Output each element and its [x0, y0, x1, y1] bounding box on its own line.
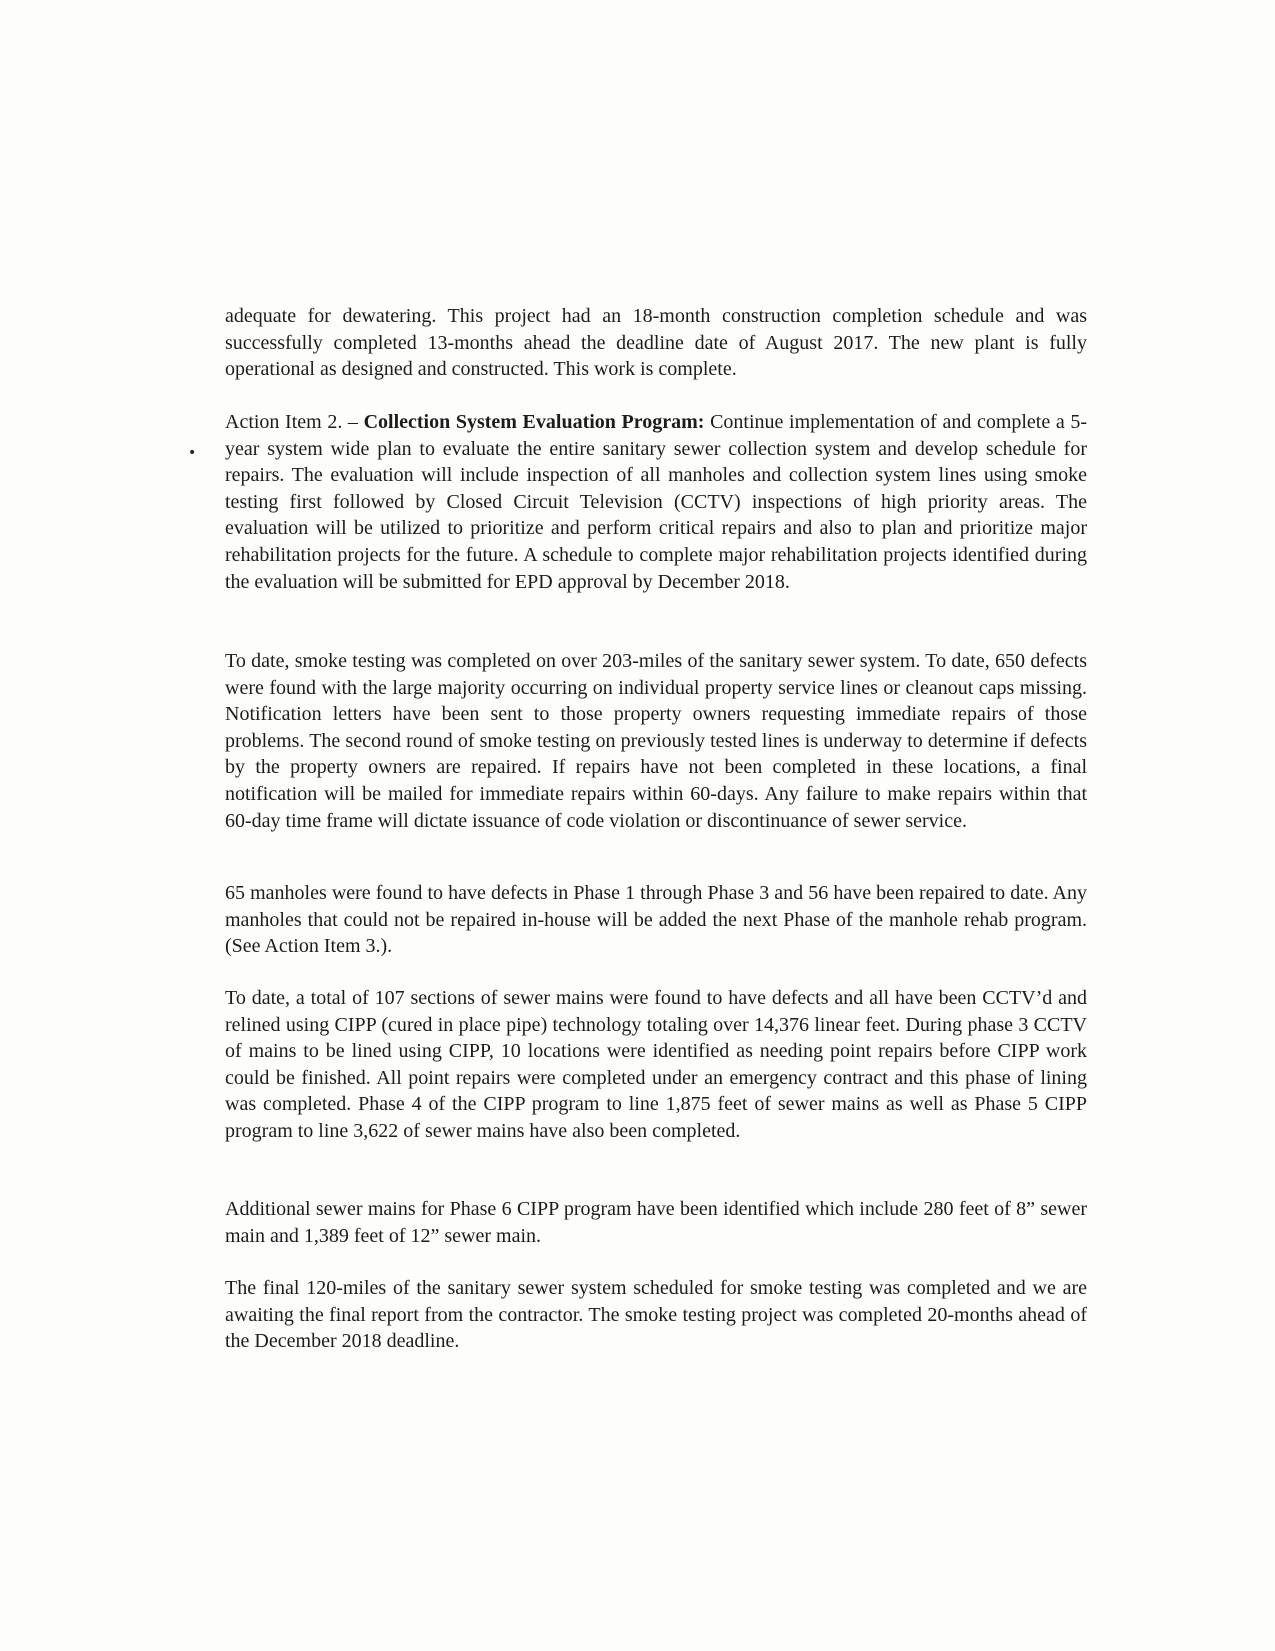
action-item-prefix: Action Item 2. – [225, 411, 364, 433]
bullet-icon: • [188, 445, 197, 461]
paragraph-smoke-testing-status: To date, smoke testing was completed on over 203-miles of the sanitary sewer system. To date, 650 defects were found with the large majority occurring on individual property service lines or cleanout caps missing. Notification letters have been sent to those property owners requesting immediate repairs of those problems. The second round of smoke testing on previously tested lines is underway to determine if defects by the property owners are repaired. If repairs have not been completed in these locations, a final notification will be mailed for immediate repairs within 60-days. Any failure to make repairs within that 60-day time frame will dictate issuance of code violation or discontinuance of sewer service. [225, 650, 1087, 832]
paragraph-dewatering-project: adequate for dewatering. This project had an 18-month construction completion schedule and was successfully completed 13-months ahead the deadline date of August 2017. The new plant is fully operational as designed and constructed. This work is complete. [225, 305, 1087, 381]
paragraph-action-item-2 [225, 409, 1087, 595]
action-item-body: Continue implementation of and complete a 5-year system wide plan to evaluate the entire sanitary sewer collection system and develop schedule for repairs. The evaluation will include inspection of all manholes and collection system lines using smoke testing first followed by Closed Circuit Television (CCTV) inspections of high priority areas. The evaluation will be utilized to prioritize and perform critical repairs and also to plan and prioritize major rehabilitation projects for the future. A schedule to complete major rehabilitation projects identified during the evaluation will be submitted for EPD approval by December 2018. [225, 411, 1088, 593]
paragraph-sewer-mains-cipp: To date, a total of 107 sections of sewer mains were found to have defects and all have been CCTV’d and relined using CIPP (cured in place pipe) technology totaling over 14,376 linear feet. During phase 3 CCTV of mains to be lined using CIPP, 10 locations were identified as needing point repairs before CIPP work could be finished. All point repairs were completed under an emergency contract and this phase of lining was completed. Phase 4 of the CIPP program to line 1,875 feet of sewer mains as well as Phase 5 CIPP program to line 3,622 of sewer mains have also been completed. [225, 987, 1087, 1142]
action-item-title: Collection System Evaluation Program: [363, 411, 705, 433]
paragraph-smoke-testing-final: The final 120-miles of the sanitary sewer system scheduled for smoke testing was completed and we are awaiting the final report from the contractor. The smoke testing project was completed 20-months ahead of the December 2018 deadline. [225, 1277, 1087, 1353]
paragraph-phase-6-cipp: Additional sewer mains for Phase 6 CIPP program have been identified which include 280 feet of 8” sewer main and 1,389 feet of 12” sewer main. [225, 1198, 1087, 1247]
paragraph-manhole-defects: 65 manholes were found to have defects in Phase 1 through Phase 3 and 56 have been repaired to date. Any manholes that could not be repaired in-house will be added the next Phase of the manhole rehab program. (See Action Item 3.). [225, 882, 1087, 958]
